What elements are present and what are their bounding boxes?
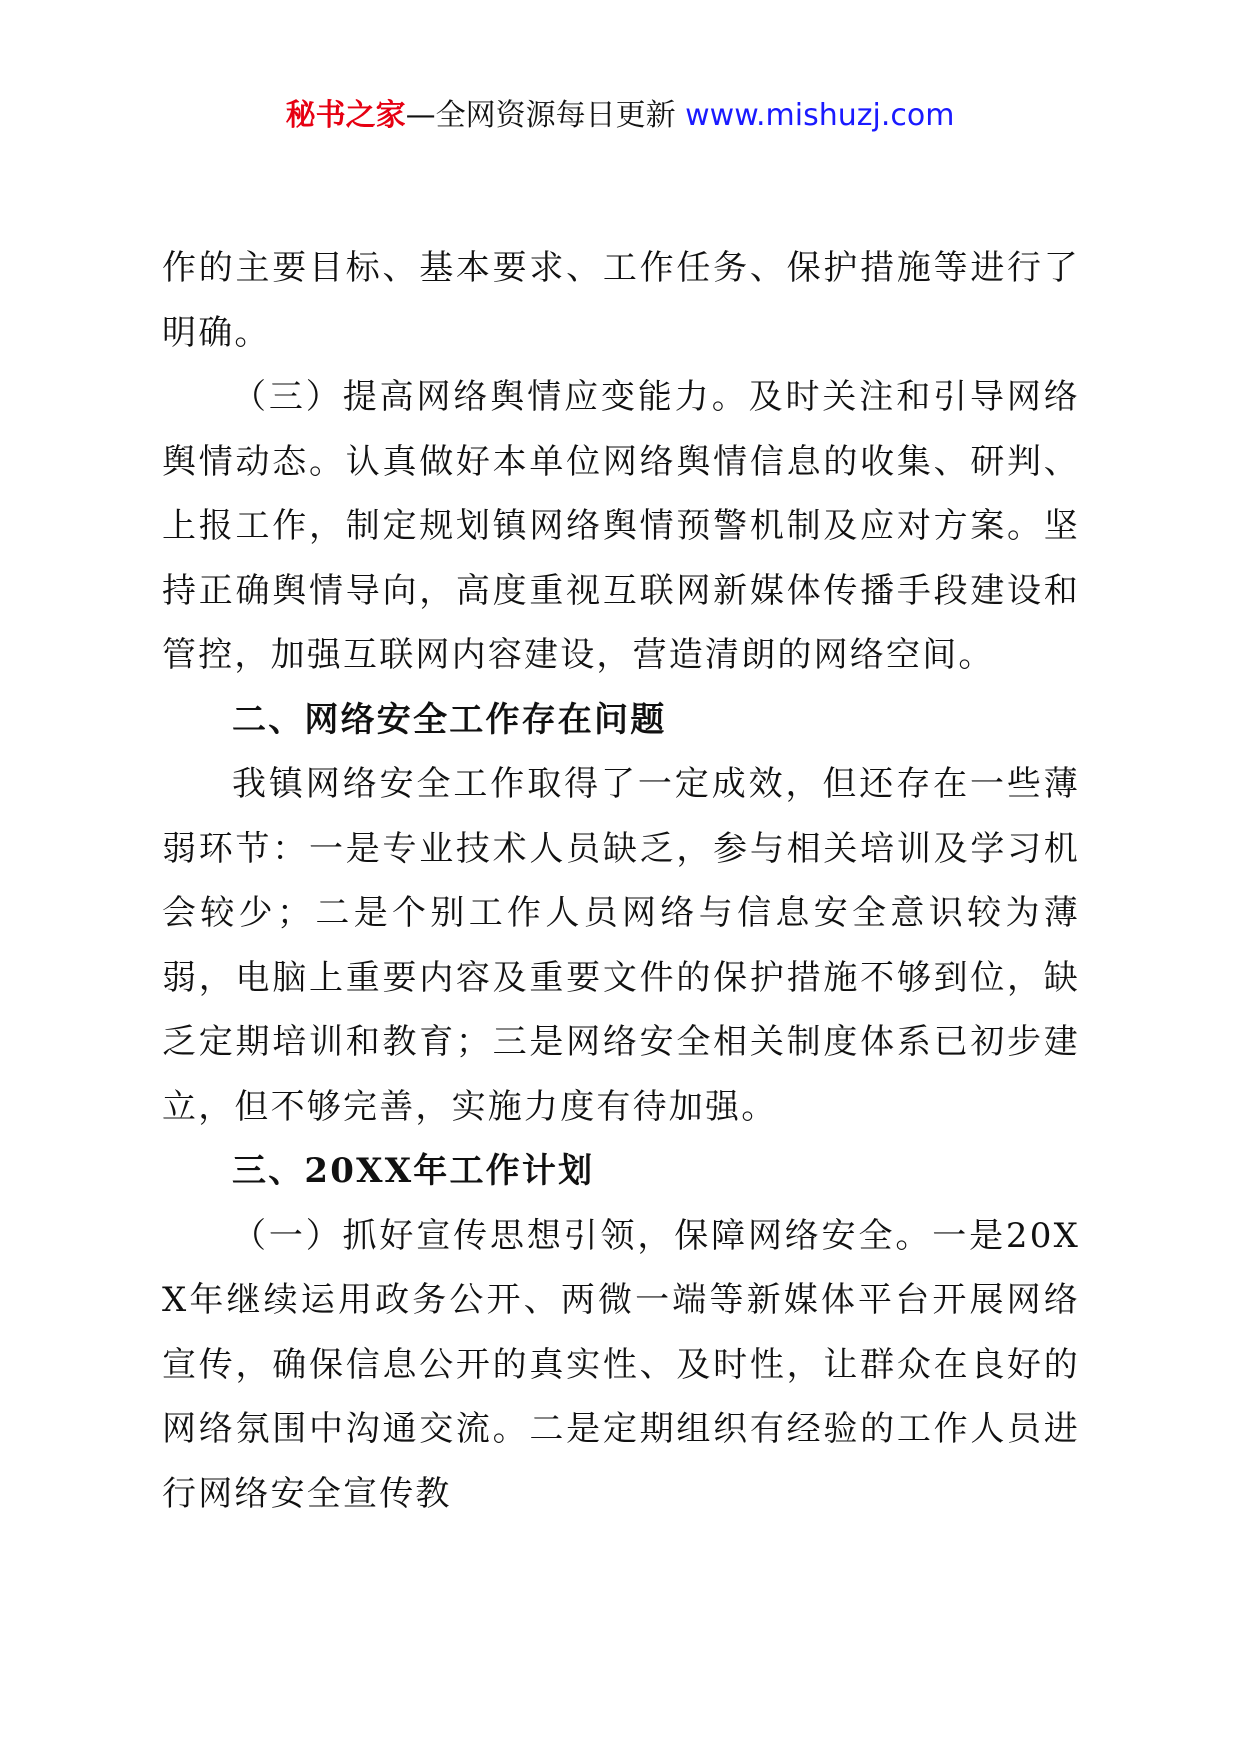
paragraph-continuation: 作的主要目标、基本要求、工作任务、保护措施等进行了明确。 bbox=[162, 248, 1080, 353]
site-url-link[interactable]: www.mishuzj.com bbox=[685, 98, 955, 133]
banner-slogan: —全网资源每日更新 bbox=[405, 98, 676, 133]
paragraph-opinion-response: （三）提高网络舆情应变能力。及时关注和引导网络舆情动态。认真做好本单位网络舆情信息的收集、研判、上报工作，制定规划镇网络舆情预警机制及应对方案。坚持正确舆情导向，高度重视互联网新媒体传播手段建设和管控，加强互联网内容建设，营造清朗的网络空间。 bbox=[162, 377, 1080, 675]
paragraph-problems: 我镇网络安全工作取得了一定成效，但还存在一些薄弱环节：一是专业技术人员缺乏，参与相关培训及学习机会较少；二是个别工作人员网络与信息安全意识较为薄弱，电脑上重要内容及重要文件的保护措施不够到位，缺乏定期培训和教育；三是网络安全相关制度体系已初步建立，但不够完善，实施力度有待加强。 bbox=[162, 764, 1080, 1127]
section-heading-plan: 三、20XX年工作计划 bbox=[232, 1151, 595, 1191]
document-body bbox=[162, 236, 1080, 1526]
paragraph-plan-item-1: （一）抓好宣传思想引领，保障网络安全。一是20XX年继续运用政务公开、两微一端等新媒体平台开展网络宣传，确保信息公开的真实性、及时性，让群众在良好的网络氛围中沟通交流。二是定期组织有经验的工作人员进行网络安全宣传教 bbox=[162, 1215, 1080, 1514]
brand-name: 秘书之家 bbox=[285, 98, 406, 133]
site-banner bbox=[0, 96, 1240, 136]
section-heading-problems: 二、网络安全工作存在问题 bbox=[232, 699, 667, 740]
